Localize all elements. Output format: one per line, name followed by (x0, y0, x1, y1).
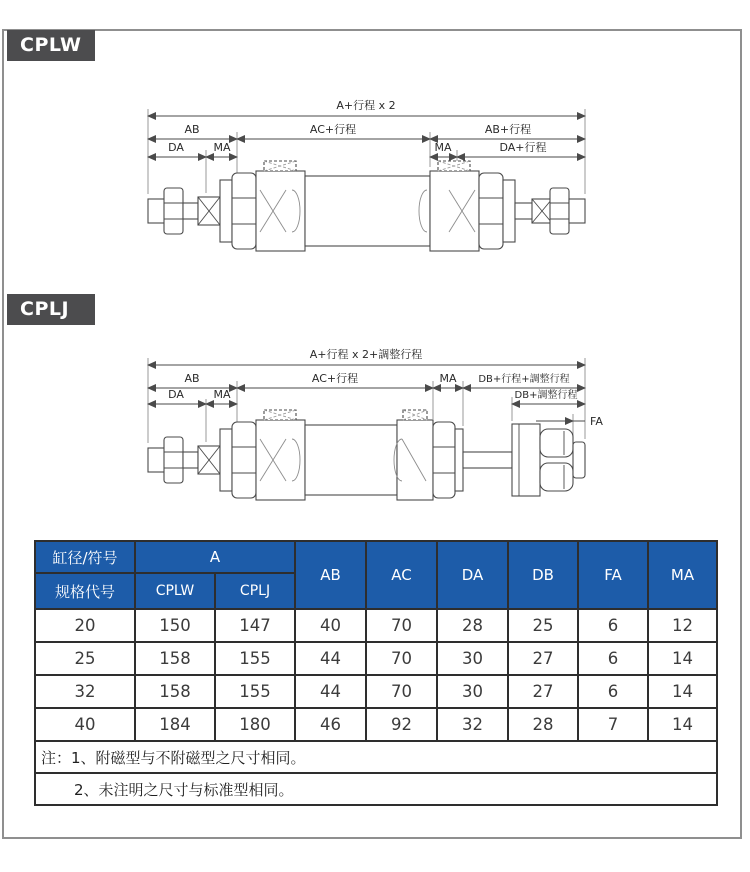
table-cell: 20 (35, 609, 135, 642)
col-header-cplj: CPLJ (215, 573, 295, 609)
dim-label-ma-left: MA (213, 141, 231, 154)
table-cell: 158 (135, 642, 215, 675)
section-label-cplw: CPLW (7, 30, 95, 61)
table-cell: 30 (437, 642, 508, 675)
col-header-cplw: CPLW (135, 573, 215, 609)
spec-table (34, 540, 718, 806)
table-cell: 44 (295, 675, 366, 708)
table-row (35, 642, 717, 675)
dim-label-db-stroke-adj: DB+行程+調整行程 (478, 374, 570, 385)
table-cell: 32 (437, 708, 508, 741)
table-cell: 155 (215, 642, 295, 675)
table-cell: 30 (437, 675, 508, 708)
table-cell: 14 (648, 642, 717, 675)
table-cell: 14 (648, 675, 717, 708)
table-cell: 12 (648, 609, 717, 642)
dim-label-da: DA (168, 388, 184, 401)
table-cell: 184 (135, 708, 215, 741)
col-header-ab: AB (295, 541, 366, 609)
dim-label-da: DA (168, 141, 184, 154)
note-1: 注：1、附磁型与不附磁型之尺寸相同。 (35, 741, 717, 773)
note-row (35, 773, 717, 805)
table-cell: 44 (295, 642, 366, 675)
dim-label-ma-left: MA (213, 388, 231, 401)
table-cell: 6 (578, 642, 648, 675)
table-cell: 158 (135, 675, 215, 708)
cplj-cylinder-drawing (148, 410, 585, 500)
table-cell: 28 (508, 708, 578, 741)
table-cell: 28 (437, 609, 508, 642)
table-cell: 14 (648, 708, 717, 741)
cplj-dimension-diagram (140, 341, 610, 531)
table-cell: 150 (135, 609, 215, 642)
dim-label-ac-stroke: AC+行程 (311, 372, 359, 385)
table-cell: 27 (508, 642, 578, 675)
table-cell: 25 (508, 609, 578, 642)
table-cell: 70 (366, 675, 437, 708)
dim-label-db-adj: DB+調整行程 (514, 390, 578, 401)
col-header-ma: MA (648, 541, 717, 609)
col-header-db: DB (508, 541, 578, 609)
table-cell: 25 (35, 642, 135, 675)
table-cell: 27 (508, 675, 578, 708)
dim-label-ab: AB (184, 123, 200, 136)
note-row (35, 741, 717, 773)
dim-label-ma-mid: MA (439, 372, 457, 385)
cplj-dimension-lines (148, 347, 603, 428)
dim-label-ac-stroke: AC+行程 (309, 123, 357, 136)
table-row (35, 675, 717, 708)
header-bore-symbol: 缸径/符号 (35, 541, 135, 573)
col-header-da: DA (437, 541, 508, 609)
dim-label-total: A+行程 x 2+調整行程 (309, 348, 423, 361)
note-2: 2、未注明之尺寸与标准型相同。 (35, 773, 717, 805)
dim-label-da-stroke: DA+行程 (499, 141, 547, 154)
dim-label-ma-right: MA (434, 141, 452, 154)
table-cell: 7 (578, 708, 648, 741)
table-cell: 70 (366, 609, 437, 642)
table-cell: 6 (578, 609, 648, 642)
table-cell: 155 (215, 675, 295, 708)
cplw-dimension-diagram (140, 92, 610, 272)
header-spec-code: 规格代号 (35, 573, 135, 609)
dim-label-fa: FA (590, 415, 603, 428)
table-cell: 6 (578, 675, 648, 708)
dim-label-total: A+行程 x 2 (336, 99, 396, 112)
dim-label-ab-stroke: AB+行程 (484, 123, 532, 136)
table-cell: 46 (295, 708, 366, 741)
table-row (35, 609, 717, 642)
col-header-ac: AC (366, 541, 437, 609)
table-cell: 70 (366, 642, 437, 675)
cplw-cylinder-drawing (148, 161, 585, 251)
cplw-dimension-lines (148, 98, 585, 157)
section-label-cplj: CPLJ (7, 294, 95, 325)
table-cell: 92 (366, 708, 437, 741)
header-a: A (135, 541, 295, 573)
table-row (35, 708, 717, 741)
table-cell: 32 (35, 675, 135, 708)
table-cell: 40 (295, 609, 366, 642)
table-cell: 147 (215, 609, 295, 642)
table-cell: 40 (35, 708, 135, 741)
table-cell: 180 (215, 708, 295, 741)
col-header-fa: FA (578, 541, 648, 609)
dim-label-ab: AB (184, 372, 200, 385)
